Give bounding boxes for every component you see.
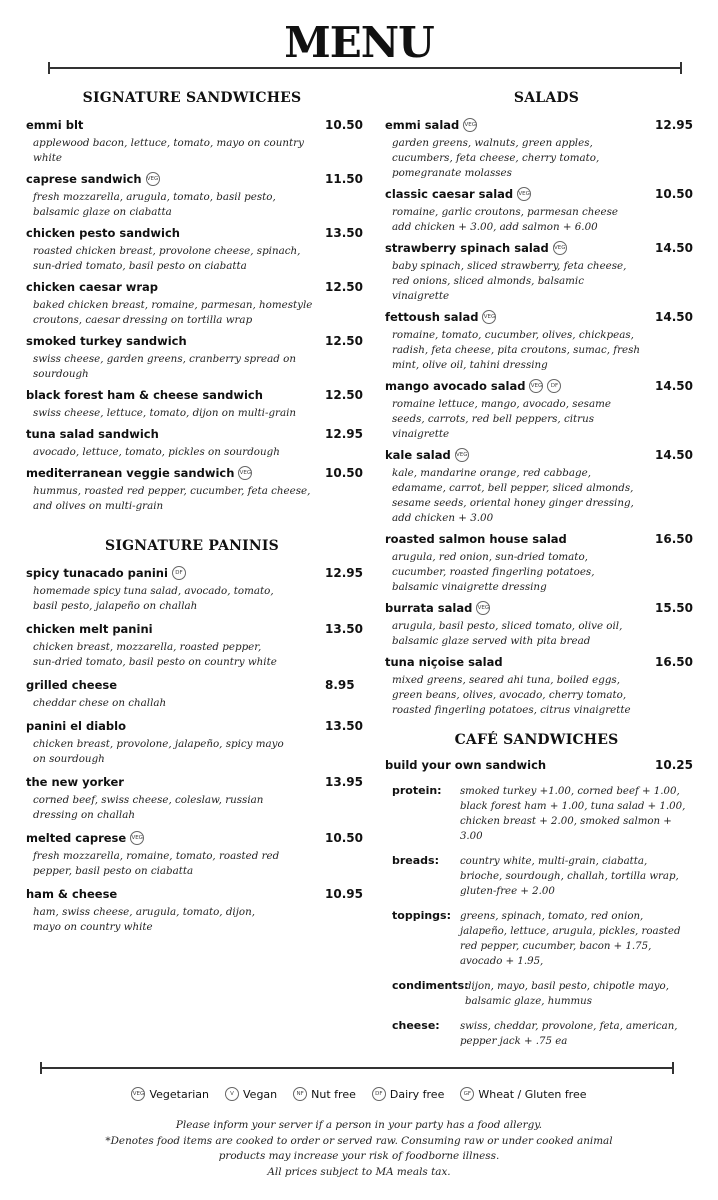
legend-label: Dairy free (389, 1087, 445, 1101)
menu-item (26, 622, 363, 670)
item-price: 10.50 (325, 118, 363, 132)
item-name (385, 601, 688, 615)
item-description: corned beef, swiss cheese, coleslaw, russian dressing on challah (33, 794, 264, 821)
menu-item (26, 172, 363, 220)
menu-item (385, 310, 693, 373)
item-description: baby spinach, sliced strawberry, feta cheese, red onions, sliced almonds, balsamic vinaigrette (392, 260, 627, 302)
item-name-text: chicken caesar wrap (26, 280, 159, 294)
menu-item (26, 775, 363, 823)
item-name (385, 448, 688, 462)
salads-heading: SALADS (513, 90, 580, 106)
vegetarian-badge-icon: VEG (146, 172, 160, 186)
item-name-text: fettoush salad (385, 310, 479, 324)
byo-option-row (385, 979, 688, 1009)
item-description: kale, mandarine orange, red cabbage, edamame, carrot, bell pepper, sliced almonds, sesame seeds, oriental honey ginger dressing, add chicken + 3.00 (392, 467, 634, 524)
item-price: 13.50 (325, 226, 363, 240)
item-name-text: mediterranean veggie sandwich (26, 466, 235, 480)
footer-line: products may increase your risk of foodborne illness. (218, 1150, 500, 1162)
item-description: chicken breast, provolone, jalapeño, spicy mayo on sourdough (33, 738, 284, 765)
byo-option-text: dijon, mayo, basil pesto, chipotle mayo, balsamic glaze, hummus (465, 981, 669, 1007)
item-name (26, 622, 358, 636)
item-name-text: strawberry spinach salad (385, 241, 549, 255)
item-name (26, 831, 358, 845)
item-name-text: roasted salmon house salad (385, 532, 567, 546)
item-name-text: emmi salad (385, 118, 460, 132)
item-description: romaine lettuce, mango, avocado, sesame seeds, carrots, red bell peppers, citrus vinaigrette (392, 398, 611, 440)
byo-option-text: swiss, cheddar, provolone, feta, american, pepper jack + .75 ea (459, 1021, 678, 1047)
item-name (26, 172, 358, 186)
vegetarian-badge-icon: VEG (455, 448, 469, 462)
item-name-text: grilled cheese (26, 678, 118, 692)
item-name (26, 334, 358, 348)
menu-item (26, 280, 363, 328)
item-name (385, 379, 688, 393)
signature-sandwiches-heading: SIGNATURE SANDWICHES (82, 90, 302, 106)
item-price: 16.50 (655, 532, 693, 546)
menu-item (26, 388, 363, 421)
top-divider (48, 67, 682, 69)
item-description: fresh mozzarella, arugula, tomato, basil pesto, balsamic glaze on ciabatta (33, 191, 276, 218)
item-description: swiss cheese, garden greens, cranberry spread on sourdough (33, 353, 296, 380)
byo-option-row (385, 854, 688, 899)
item-name (385, 655, 688, 669)
vegetarian-badge-icon: VEG (553, 241, 567, 255)
legend-item (293, 1087, 356, 1101)
item-name (385, 187, 688, 201)
item-price: 12.95 (655, 118, 693, 132)
vegetarian-badge-icon: VEG (476, 601, 490, 615)
item-description: chicken breast, mozzarella, roasted pepper, sun-dried tomato, basil pesto on country white (33, 641, 277, 668)
menu-item (385, 532, 693, 595)
item-price: 14.50 (655, 310, 693, 324)
build-your-own-sandwich (385, 758, 693, 772)
item-name-text: kale salad (385, 448, 451, 462)
item-description: avocado, lettuce, tomato, pickles on sourdough (33, 446, 280, 458)
vegetarian-badge-icon: VEG (131, 1087, 145, 1101)
item-name (26, 118, 358, 132)
item-name (26, 719, 358, 733)
legend-label: Vegan (243, 1087, 278, 1101)
legend-item (131, 1087, 209, 1101)
item-price: 13.50 (325, 622, 363, 636)
item-name-text: burrata salad (385, 601, 473, 615)
item-name-text: tuna niçoise salad (385, 655, 503, 669)
byo-option-row (385, 784, 688, 844)
vegetarian-badge-icon: VEG (463, 118, 477, 132)
menu-item (26, 226, 363, 274)
item-name-text: chicken pesto sandwich (26, 226, 180, 240)
vegan-badge-icon: V (225, 1087, 239, 1101)
item-price: 15.50 (655, 601, 693, 615)
item-description: mixed greens, seared ahi tuna, boiled eggs, green beans, olives, avocado, cherry tomato, roasted fingerling potatoes, citrus vinaigrette (392, 674, 631, 716)
byo-option-label: protein: (392, 784, 442, 797)
menu-item (26, 566, 363, 614)
item-name (26, 388, 358, 402)
allergy-notice (0, 1118, 718, 1180)
menu-item (385, 118, 693, 181)
menu-item (385, 379, 693, 442)
item-name-text: ham & cheese (26, 887, 118, 901)
legend-item (460, 1087, 586, 1101)
item-name-text: caprese sandwich (26, 172, 142, 186)
menu-item (26, 887, 363, 935)
item-name (385, 310, 688, 324)
menu-item (385, 448, 693, 526)
menu-item (385, 241, 693, 304)
item-description: cheddar chese on challah (33, 697, 167, 709)
signature-paninis-list (26, 566, 363, 935)
item-name (26, 466, 358, 480)
item-name-text: spicy tunacado panini (26, 566, 168, 580)
item-description: homemade spicy tuna salad, avocado, tomato, basil pesto, jalapeño on challah (33, 585, 274, 612)
legend-item (225, 1087, 277, 1101)
item-description: applewood bacon, lettuce, tomato, mayo on country white (33, 137, 304, 164)
byo-option-label: breads: (392, 854, 440, 867)
signature-paninis-heading: SIGNATURE PANINIS (105, 538, 279, 554)
item-name (26, 427, 358, 441)
dairy-free-badge-icon: DF (547, 379, 561, 393)
item-price: 12.50 (325, 280, 363, 294)
item-price: 12.95 (325, 427, 363, 441)
item-price: 10.25 (655, 758, 693, 772)
item-price: 13.50 (325, 719, 363, 733)
salads-list (385, 118, 693, 718)
gluten-free-badge-icon: GF (460, 1087, 474, 1101)
menu-item (385, 601, 693, 649)
byo-option-text: smoked turkey +1.00, corned beef + 1.00, black forest ham + 1.00, tuna salad + 1.00, chicken breast + 2.00, smoked salmon + 3.00 (459, 786, 686, 842)
byo-options (385, 784, 688, 1049)
item-name (26, 226, 358, 240)
item-price: 10.50 (325, 831, 363, 845)
footer-line: Please inform your server if a person in your party has a food allergy. (175, 1119, 543, 1131)
item-name-text: the new yorker (26, 775, 124, 789)
item-description: ham, swiss cheese, arugula, tomato, dijon, mayo on country white (33, 906, 256, 933)
item-price: 14.50 (655, 241, 693, 255)
item-description: garden greens, walnuts, green apples, cucumbers, feta cheese, cherry tomato, pomegranate molasses (392, 137, 600, 179)
item-price: 14.50 (655, 448, 693, 462)
byo-option-row (385, 1019, 688, 1049)
item-description: baked chicken breast, romaine, parmesan, homestyle croutons, caesar dressing on tortilla wrap (33, 299, 313, 326)
item-description: arugula, red onion, sun-dried tomato, cucumber, roasted fingerling potatoes, balsamic vinaigrette dressing (392, 551, 595, 593)
dietary-legend (0, 1087, 718, 1101)
byo-option-label: cheese: (392, 1019, 440, 1032)
item-description: romaine, garlic croutons, parmesan cheese add chicken + 3.00, add salmon + 6.00 (392, 206, 618, 233)
item-name (385, 532, 688, 546)
byo-option-text: country white, multi-grain, ciabatta, brioche, sourdough, challah, tortilla wrap, gluten-free + 2.00 (459, 856, 679, 897)
legend-item (372, 1087, 444, 1101)
vegetarian-badge-icon: VEG (130, 831, 144, 845)
item-price: 14.50 (655, 379, 693, 393)
left-column (26, 90, 363, 935)
item-name-text: chicken melt panini (26, 622, 153, 636)
bottom-divider (40, 1067, 674, 1069)
dairy-free-badge-icon: DF (372, 1087, 386, 1101)
item-description: fresh mozzarella, romaine, tomato, roasted red pepper, basil pesto on ciabatta (33, 850, 280, 877)
item-price: 12.50 (325, 388, 363, 402)
item-name (26, 678, 358, 692)
item-price: 12.50 (325, 334, 363, 348)
nut-free-badge-icon: NF (293, 1087, 307, 1101)
item-price: 11.50 (325, 172, 363, 186)
legend-label: Nut free (311, 1087, 356, 1101)
vegetarian-badge-icon: VEG (482, 310, 496, 324)
menu-item (385, 187, 693, 235)
menu-title: MENU (284, 18, 434, 67)
menu-item (26, 334, 363, 382)
menu-item (26, 118, 363, 166)
item-name (385, 118, 688, 132)
item-name-text: mango avocado salad (385, 379, 526, 393)
item-name-text: melted caprese (26, 831, 127, 845)
item-price: 10.50 (325, 466, 363, 480)
footer-line: All prices subject to MA meals tax. (267, 1165, 451, 1178)
right-column (385, 90, 693, 1049)
item-name-text: tuna salad sandwich (26, 427, 159, 441)
item-name-text: panini el diablo (26, 719, 127, 733)
vegetarian-badge-icon: VEG (238, 466, 252, 480)
footer-line: *Denotes food items are cooked to order or served raw. Consuming raw or under cooked animal (105, 1134, 613, 1147)
vegetarian-badge-icon: VEG (517, 187, 531, 201)
byo-option-text: greens, spinach, tomato, red onion, jalapeño, lettuce, arugula, pickles, roasted red pepper, cucumber, bacon + 1.75, avocado + 1.95, (459, 911, 681, 967)
signature-sandwiches-list (26, 118, 363, 514)
item-price: 8.95 (325, 678, 355, 692)
item-description: romaine, tomato, cucumber, olives, chickpeas, radish, feta cheese, pita croutons, sumac, fresh mint, olive oil, tahini dressing (392, 329, 641, 371)
item-description: swiss cheese, lettuce, tomato, dijon on multi-grain (33, 407, 297, 419)
item-name (26, 280, 358, 294)
item-price: 10.50 (655, 187, 693, 201)
item-name-text: emmi blt (26, 118, 84, 132)
byo-option-label: toppings: (392, 909, 451, 922)
legend-label: Vegetarian (149, 1087, 210, 1101)
item-description: hummus, roasted red pepper, cucumber, feta cheese, and olives on multi-grain (33, 485, 311, 512)
menu-item (26, 719, 363, 767)
item-name (26, 775, 358, 789)
item-name (385, 241, 688, 255)
item-name (26, 566, 358, 580)
byo-option-label: condiments: (392, 979, 469, 992)
legend-label: Wheat / Gluten free (478, 1087, 587, 1101)
menu-item (26, 466, 363, 514)
item-price: 10.95 (325, 887, 363, 901)
item-price: 12.95 (325, 566, 363, 580)
dairy-free-badge-icon: DF (172, 566, 186, 580)
item-name (26, 887, 358, 901)
item-description: roasted chicken breast, provolone cheese, spinach, sun-dried tomato, basil pesto on ciabatta (33, 245, 301, 272)
byo-option-row (385, 909, 688, 969)
item-price: 16.50 (655, 655, 693, 669)
vegetarian-badge-icon: VEG (529, 379, 543, 393)
item-name: build your own sandwich (385, 758, 547, 772)
menu-item (26, 427, 363, 460)
item-name-text: smoked turkey sandwich (26, 334, 187, 348)
menu-item (385, 655, 693, 718)
menu-item (26, 678, 358, 711)
cafe-sandwiches-heading: CAFÉ SANDWICHES (454, 732, 619, 748)
item-description: arugula, basil pesto, sliced tomato, olive oil, balsamic glaze served with pita bread (392, 620, 623, 647)
item-name-text: black forest ham & cheese sandwich (26, 388, 263, 402)
item-price: 13.95 (325, 775, 363, 789)
item-name-text: classic caesar salad (385, 187, 514, 201)
menu-item (26, 831, 363, 879)
